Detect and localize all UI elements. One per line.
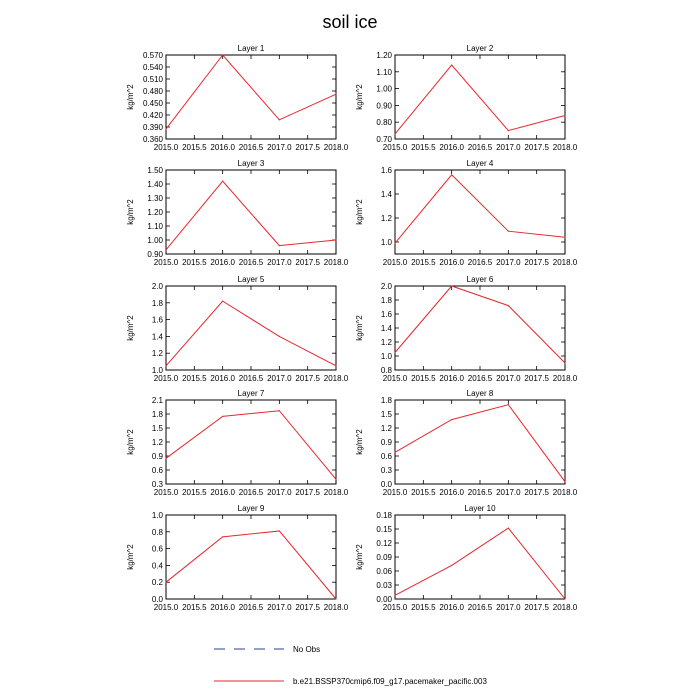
panel-grid [126,44,578,612]
x-tick-label: 2015.5 [411,488,436,497]
y-axis-label: kg/m^2 [126,544,135,570]
data-point [165,249,166,250]
y-tick-label: 1.8 [380,396,392,405]
x-tick-label: 2016.0 [210,603,235,612]
x-tick-label: 2016.5 [238,488,264,497]
x-tick-label: 2018.0 [323,603,349,612]
figure-title: soil ice [322,12,378,32]
y-tick-label: 0.09 [376,553,392,562]
x-tick-label: 2017.0 [267,488,292,497]
x-tick-label: 2016.0 [210,374,235,383]
data-point [508,305,509,306]
panel-layer-6 [355,275,578,383]
series-line-model [395,405,565,482]
panel-title: Layer 4 [466,159,494,168]
legend-model-label: b.e21.BSSP370cmip6.f09_g17.pacemaker_pacific.003 [293,677,487,686]
data-point [564,115,565,116]
y-tick-label: 0.03 [376,581,392,590]
plot-frame [166,55,336,139]
y-tick-label: 1.4 [380,324,392,333]
y-tick-label: 1.0 [151,366,163,375]
x-tick-label: 2018.0 [323,488,349,497]
y-tick-label: 1.6 [151,315,163,325]
y-tick-label: 1.20 [376,51,392,60]
y-tick-label: 1.00 [376,84,392,94]
panel-title: Layer 7 [237,389,265,398]
legend [214,645,487,686]
x-tick-label: 2018.0 [552,488,578,497]
x-tick-label: 2015.5 [411,258,436,267]
y-tick-label: 0.0 [380,480,392,489]
panel-title: Layer 9 [237,504,265,513]
y-axis-label: kg/m^2 [126,315,135,341]
y-tick-label: 1.0 [380,352,392,361]
data-point [451,64,452,65]
y-tick-label: 0.3 [151,480,163,489]
x-tick-label: 2015.5 [182,258,207,267]
panel-layer-5 [126,275,349,383]
x-tick-label: 2016.0 [439,258,464,267]
data-point [222,536,223,537]
data-point [451,419,452,420]
y-axis-label: kg/m^2 [355,544,364,570]
y-tick-label: 1.8 [380,296,392,305]
y-tick-label: 1.2 [380,338,392,347]
x-tick-label: 2018.0 [552,143,578,152]
data-point [335,94,336,95]
x-tick-label: 2015.0 [153,374,179,383]
y-tick-label: 0.0 [151,595,163,604]
data-point [451,565,452,566]
x-tick-label: 2015.5 [411,143,436,152]
y-tick-label: 0.4 [151,561,163,571]
x-tick-label: 2015.0 [153,603,179,612]
y-tick-label: 0.6 [151,544,163,554]
x-tick-label: 2015.0 [153,258,179,267]
x-tick-label: 2015.0 [153,488,179,497]
x-tick-label: 2016.5 [238,374,264,383]
x-tick-label: 2018.0 [323,143,349,152]
y-tick-label: 1.50 [147,166,163,175]
panel-title: Layer 8 [466,389,494,398]
y-tick-label: 2.0 [380,282,392,291]
y-tick-label: 1.8 [151,410,163,419]
x-tick-label: 2017.5 [524,488,549,497]
x-tick-label: 2017.5 [295,374,320,383]
x-tick-label: 2017.0 [267,258,292,267]
x-tick-label: 2016.5 [238,603,264,612]
x-tick-label: 2018.0 [323,374,349,383]
y-tick-label: 2.0 [151,282,163,291]
series-line-model [166,301,336,366]
x-tick-label: 2015.5 [182,603,207,612]
y-axis-label: kg/m^2 [355,84,364,110]
data-point [165,365,166,366]
panel-layer-8 [355,389,578,497]
x-tick-label: 2016.0 [439,374,464,383]
x-tick-label: 2018.0 [323,258,349,267]
x-tick-label: 2016.0 [210,258,235,267]
y-tick-label: 0.15 [376,525,392,534]
panel-title: Layer 6 [466,275,494,284]
x-tick-label: 2016.0 [439,603,464,612]
y-tick-label: 1.40 [147,180,163,189]
x-tick-label: 2015.0 [382,488,408,497]
y-tick-label: 0.450 [142,99,163,108]
data-point [279,245,280,246]
data-point [279,410,280,411]
y-tick-label: 1.6 [380,310,392,319]
x-tick-label: 2017.5 [295,488,320,497]
data-point [564,598,565,599]
panel-layer-10 [355,504,578,612]
series-line-model [395,175,565,243]
x-tick-label: 2017.0 [267,143,292,152]
y-tick-label: 1.2 [151,349,163,359]
x-tick-label: 2017.5 [524,603,549,612]
data-point [335,479,336,480]
y-tick-label: 1.8 [151,298,163,308]
data-point [508,527,509,528]
x-tick-label: 2017.0 [267,374,292,383]
x-tick-label: 2017.0 [496,603,521,612]
y-tick-label: 0.480 [142,87,163,96]
panel-title: Layer 10 [464,504,496,513]
x-tick-label: 2016.5 [238,258,264,267]
x-tick-label: 2016.0 [439,143,464,152]
legend-obs-label: No Obs [293,645,321,654]
y-tick-label: 0.8 [380,366,392,375]
data-point [564,237,565,238]
panel-layer-2 [355,44,578,152]
data-point [222,181,223,182]
x-tick-label: 2016.0 [210,488,235,497]
y-tick-label: 0.70 [376,135,392,144]
plot-frame [395,286,565,370]
x-tick-label: 2016.0 [439,488,464,497]
x-tick-label: 2017.0 [496,143,521,152]
x-tick-label: 2017.5 [524,374,549,383]
y-tick-label: 0.2 [151,578,163,588]
y-tick-label: 1.2 [380,214,392,223]
panel-title: Layer 3 [237,159,265,168]
y-tick-label: 1.20 [147,208,163,217]
data-point [564,362,565,363]
panel-layer-1 [126,44,349,152]
data-point [508,231,509,232]
series-line-model [395,528,565,599]
y-axis-label: kg/m^2 [126,429,135,455]
x-tick-label: 2017.0 [496,374,521,383]
panel-layer-7 [126,389,349,497]
series-line-model [166,181,336,250]
x-tick-label: 2017.0 [267,603,292,612]
y-axis-label: kg/m^2 [355,429,364,455]
x-tick-label: 2017.5 [524,258,549,267]
plot-frame [395,55,565,139]
data-point [394,243,395,244]
y-axis-label: kg/m^2 [355,199,364,225]
x-tick-label: 2018.0 [552,374,578,383]
data-point [165,458,166,459]
y-tick-label: 1.5 [151,424,163,433]
data-point [508,404,509,405]
x-tick-label: 2015.5 [182,143,207,152]
data-point [394,352,395,353]
plot-frame [166,286,336,370]
y-tick-label: 1.10 [376,67,392,77]
data-point [394,452,395,453]
plot-frame [166,400,336,484]
data-point [394,595,395,596]
x-tick-label: 2018.0 [552,258,578,267]
x-tick-label: 2015.0 [382,374,408,383]
x-tick-label: 2016.5 [467,603,493,612]
x-tick-label: 2015.5 [182,374,207,383]
y-tick-label: 0.8 [151,527,163,537]
y-tick-label: 1.00 [147,236,163,245]
x-tick-label: 2015.0 [382,143,408,152]
x-tick-label: 2016.5 [467,258,493,267]
x-tick-label: 2015.0 [153,143,179,152]
x-tick-label: 2015.0 [382,603,408,612]
data-point [279,530,280,531]
x-tick-label: 2016.0 [210,143,235,152]
data-point [222,301,223,302]
x-tick-label: 2016.5 [238,143,264,152]
y-tick-label: 0.360 [142,135,163,144]
data-point [165,128,166,129]
data-point [222,54,223,55]
plot-frame [166,515,336,599]
y-tick-label: 1.2 [380,424,392,433]
x-tick-label: 2017.5 [295,258,320,267]
y-tick-label: 0.90 [376,101,392,111]
panel-layer-3 [126,159,349,267]
x-tick-label: 2016.5 [467,143,493,152]
y-tick-label: 0.6 [151,466,163,475]
y-tick-label: 1.2 [151,438,163,447]
y-tick-label: 0.9 [380,438,392,447]
x-tick-label: 2015.0 [382,258,408,267]
y-tick-label: 1.30 [147,194,163,203]
y-axis-label: kg/m^2 [126,84,135,110]
data-point [451,174,452,175]
y-tick-label: 1.4 [380,190,392,199]
y-tick-label: 0.80 [376,118,392,128]
x-tick-label: 2016.5 [467,374,493,383]
x-tick-label: 2015.5 [411,603,436,612]
y-tick-label: 2.1 [151,396,163,405]
x-tick-label: 2017.0 [496,258,521,267]
y-tick-label: 0.18 [376,511,392,520]
x-tick-label: 2017.5 [524,143,549,152]
data-point [335,365,336,366]
x-tick-label: 2017.0 [496,488,521,497]
plot-frame [166,170,336,254]
data-point [222,416,223,417]
panel-title: Layer 5 [237,275,265,284]
y-tick-label: 1.5 [380,410,392,419]
x-tick-label: 2018.0 [552,603,578,612]
x-tick-label: 2015.5 [411,374,436,383]
data-point [279,336,280,337]
data-point [335,239,336,240]
panel-layer-4 [355,159,578,267]
y-tick-label: 0.3 [380,466,392,475]
y-tick-label: 0.90 [147,250,163,259]
y-axis-label: kg/m^2 [126,199,135,225]
x-tick-label: 2016.5 [467,488,493,497]
panel-title: Layer 1 [237,44,265,53]
data-point [394,133,395,134]
series-line-model [166,531,336,599]
y-tick-label: 0.06 [376,567,392,576]
panel-layer-9 [126,504,349,612]
y-tick-label: 1.10 [147,222,163,231]
y-tick-label: 0.6 [380,452,392,461]
data-point [165,582,166,583]
panel-title: Layer 2 [466,44,494,53]
y-tick-label: 1.0 [380,238,392,247]
data-point [508,130,509,131]
series-line-model [395,65,565,134]
y-tick-label: 0.12 [376,539,392,548]
y-axis-label: kg/m^2 [355,315,364,341]
y-tick-label: 1.6 [380,166,392,175]
x-tick-label: 2017.5 [295,603,320,612]
plot-frame [395,515,565,599]
data-point [279,119,280,120]
y-tick-label: 0.570 [142,51,163,60]
data-point [564,481,565,482]
y-tick-label: 1.4 [151,332,163,342]
data-point [451,285,452,286]
y-tick-label: 0.390 [142,123,163,132]
y-tick-label: 0.540 [142,63,163,72]
data-point [335,598,336,599]
y-tick-label: 1.0 [151,511,163,520]
y-tick-label: 0.510 [142,75,163,84]
series-line-model [166,411,336,480]
x-tick-label: 2017.5 [295,143,320,152]
y-tick-label: 0.9 [151,452,163,461]
series-line-model [395,286,565,363]
y-tick-label: 0.00 [376,595,392,604]
x-tick-label: 2015.5 [182,488,207,497]
y-tick-label: 0.420 [142,111,163,120]
series-line-model [166,55,336,129]
